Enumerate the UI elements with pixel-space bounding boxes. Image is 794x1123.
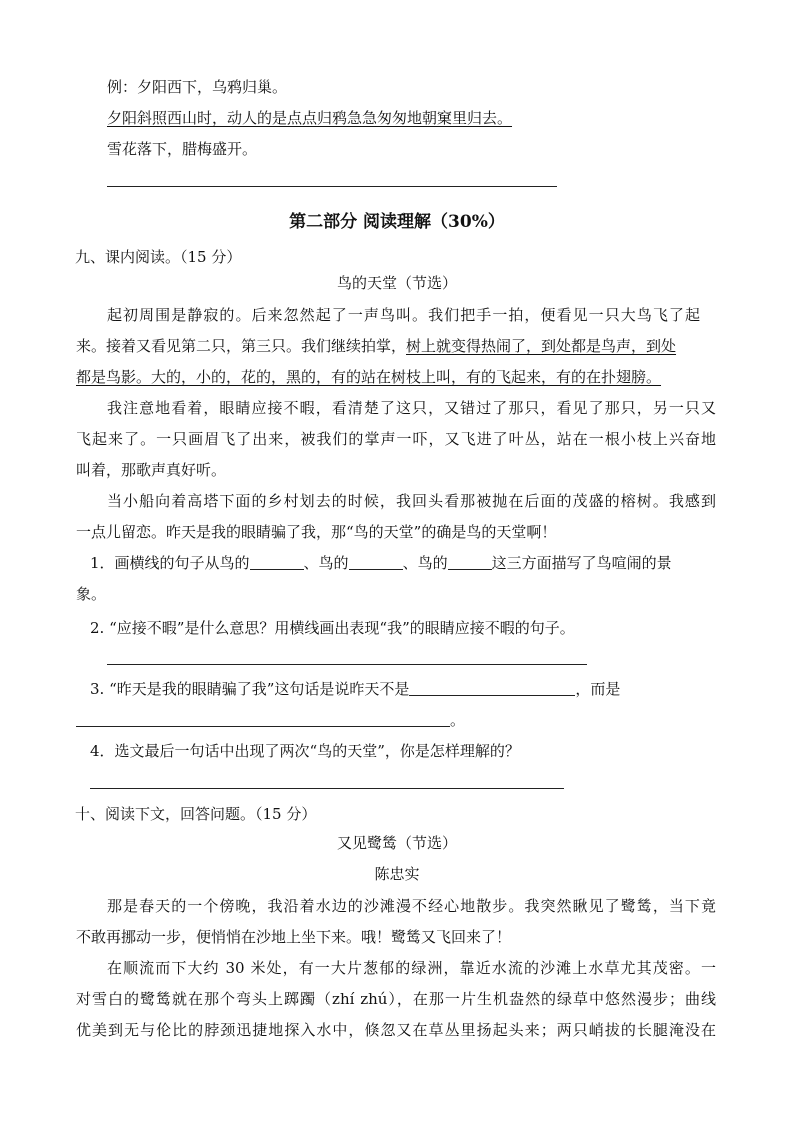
- blank-1[interactable]: [250, 554, 304, 570]
- q10-passage-title: 又见鹭鸶（节选）: [336, 834, 457, 852]
- q9-p1-line2-plain: 来。接着又看见第二只，第三只。我们继续拍掌，: [76, 337, 407, 355]
- blank-2[interactable]: [349, 554, 403, 570]
- q10-p2-line1: 在顺流而下大约 30 米处，有一大片葱郁的绿洲，靠近水流的沙滩上水草尤其茂密。一: [107, 959, 716, 977]
- q9-passage-title: 鸟的天堂（节选）: [336, 274, 457, 292]
- q9-p3-line2: 一点儿留恋。昨天是我的眼睛骗了我，那“鸟的天堂”的确是鸟的天堂啊！: [76, 523, 557, 541]
- part2-title: 第二部分 阅读理解（30%）: [289, 212, 505, 232]
- q10-p2-line2: 对雪白的鹭鸶就在那个弯头上踯躅（zhí zhú），在那一片生机盎然的绿草中悠然漫步；曲线: [76, 990, 716, 1008]
- q9-p1-line2: [76, 336, 716, 356]
- q10-p2-line3: 优美到无与伦比的脖颈迅捷地探入水中，倏忽又在草丛里扬起头来；两只峭拔的长腿淹没在: [76, 1021, 716, 1039]
- blank-5[interactable]: [76, 711, 450, 727]
- q10-p1-line1: 那是春天的一个傍晚，我沿着水边的沙滩漫不经心地散步。我突然瞅见了鹭鸶，当下竟: [107, 897, 716, 915]
- q9-sub1-cont: 象。: [76, 585, 107, 603]
- q10-p1-line2: 不敢再挪动一步，便悄悄在沙地上坐下来。哦！鹭鸶又飞回来了！: [76, 928, 512, 946]
- q9-p2-line1: 我注意地看着，眼睛应接不暇，看清楚了这只，又错过了那只，看见了那只，另一只又: [107, 399, 716, 417]
- blank-3[interactable]: [448, 554, 492, 570]
- q9-sub2: 2. “应接不暇”是什么意思？用横线画出表现“我”的眼睛应接不暇的句子。: [90, 619, 575, 637]
- q9-p1-line1: 起初周围是静寂的。后来忽然起了一声鸟叫。我们把手一拍，便看见一只大鸟飞了起: [107, 306, 700, 324]
- q9-sub3: 3. “昨天是我的眼睛骗了我”这句话是说昨天不是 ，而是: [90, 680, 621, 698]
- q9-heading: 九、课内阅读。（15 分）: [75, 248, 242, 266]
- q9-p1-line2-underlined: 树上就变得热闹了，到处都是鸟声，到处: [406, 337, 677, 355]
- q9-sub4-answer-line[interactable]: [90, 788, 564, 789]
- q9-p1-line3: 都是鸟影。大的，小的，花的，黑的，有的站在树枝上叫，有的飞起来，有的在扑翅膀。: [76, 368, 662, 386]
- q9-p3-line1: 当小船向着高塔下面的乡村划去的时候，我回头看那被抛在后面的茂盛的榕树。我感到: [107, 492, 716, 510]
- example-sentence: 例：夕阳西下，乌鸦归巢。: [107, 78, 288, 96]
- q10-author: 陈忠实: [374, 865, 420, 883]
- q9-sub2-answer-line[interactable]: [107, 664, 587, 665]
- answer-line[interactable]: [107, 186, 557, 187]
- q9-p2-line2: 飞起来了。一只画眉飞了出来，被我们的掌声一吓，又飞进了叶丛，站在一根小枝上兴奋地: [76, 430, 716, 448]
- exercise-prompt: 雪花落下，腊梅盛开。: [107, 140, 258, 158]
- q9-sub4: 4．选文最后一句话中出现了两次“鸟的天堂”，你是怎样理解的？: [90, 742, 520, 760]
- q9-p2-line3: 叫着，那歌声真好听。: [76, 461, 227, 479]
- q10-heading: 十、阅读下文，回答问题。（15 分）: [75, 805, 317, 823]
- q9-sub1: 1．画横线的句子从鸟的 、鸟的 、鸟的 这三方面描写了鸟喧闹的景: [90, 554, 672, 572]
- blank-4[interactable]: [409, 680, 575, 696]
- q9-sub3-cont: 。: [76, 710, 465, 730]
- example-answer: 夕阳斜照西山时，动人的是点点归鸦急急匆匆地朝窠里归去。: [107, 109, 513, 127]
